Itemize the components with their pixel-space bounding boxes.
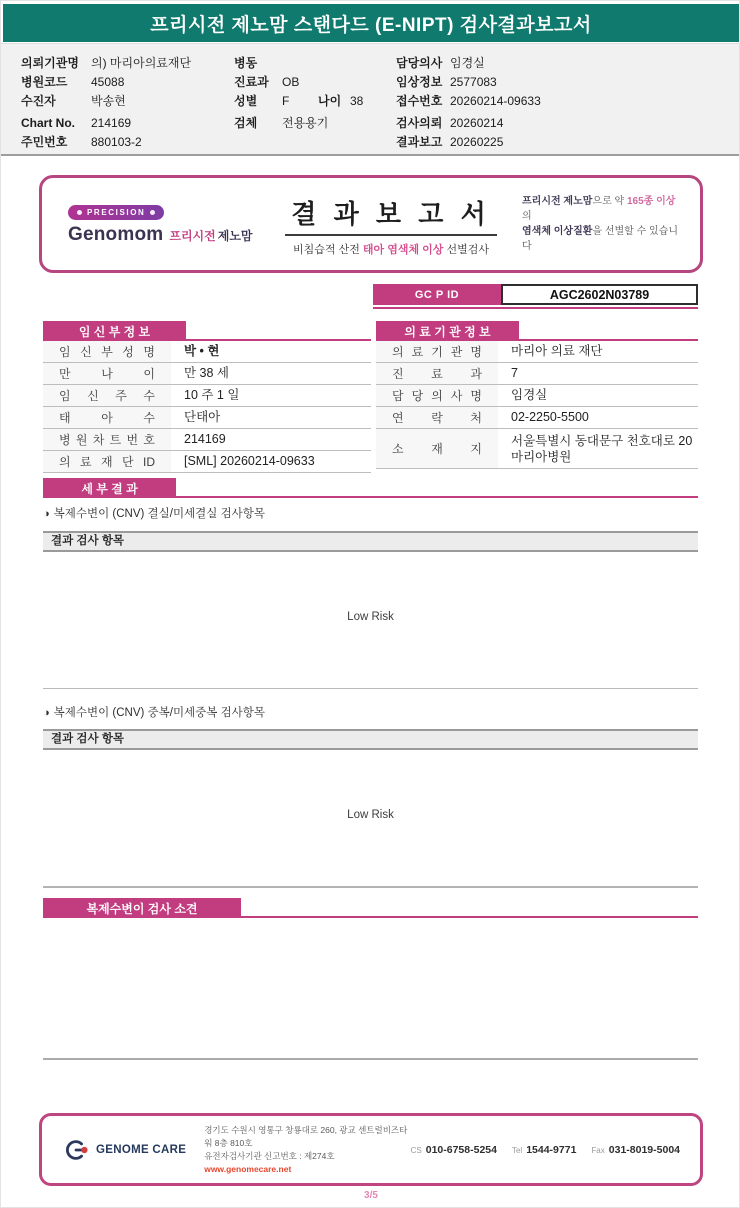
subtitle-post: 선별검사 [443,243,489,256]
brand-name: Genomom [68,224,164,245]
gcpid-label: GC P ID [373,284,501,305]
field-label: 결과보고 [396,135,443,149]
half-circle-bullet-icon: ◑ [43,508,50,520]
table-row [43,407,371,429]
field-value: 20260214 [450,115,504,130]
contact-label: Tel [511,1145,523,1155]
field-row [21,132,236,151]
cnv-deletion-result: Low Risk [347,611,394,623]
field-row [21,53,236,72]
brand-kr-genomom: 제노맘 [217,229,253,243]
table-row [376,385,698,407]
note-brand: 프리시전 제노맘 [522,196,593,207]
patient-header-col3 [396,53,731,151]
field-label: 검사의뢰 [396,116,443,130]
detail-results-header [43,478,698,498]
field-label: 임상정보 [396,75,443,89]
contact-item [591,1144,680,1156]
field-value: 20260225 [450,134,504,149]
mother-info-table [43,321,371,473]
field-label: 성별 [234,94,258,108]
mother-info-title: 임 신 부 정 보 [43,321,186,341]
table-row [43,451,371,473]
table-row [376,407,698,429]
field-row [234,91,394,110]
gcpid-row [373,284,698,305]
row-label: 담 당 의 사 명 [376,385,498,406]
field-value: 38 [350,93,364,108]
mother-info-header [43,321,371,341]
field-label: 진료과 [234,75,269,89]
note-end2: 을 선별할 수 있습니다 [522,226,679,252]
clinic-info-title: 의 료 기 관 정 보 [376,321,519,341]
table-row [376,341,698,363]
row-label: 병 원 차 트 번 호 [43,429,171,450]
footer-license: 유전자검사기관 신고번호 : 제274호 [204,1150,335,1161]
field-value: 박송현 [91,94,126,108]
precision-badge [68,205,164,220]
field-label: 나이 [318,94,342,108]
table-row [376,363,698,385]
note-end1: 의 [522,211,532,222]
patient-header-panel [1,43,740,156]
footer-website-link[interactable]: www.genomecare.net [204,1163,292,1174]
detail-results-title: 세 부 결 과 [43,478,176,498]
subtitle-pre: 비침습적 산전 [293,243,363,256]
row-value: 만 38 세 [184,366,229,380]
subtitle-highlight: 태아 염색체 이상 [362,243,444,256]
table-row [376,429,698,469]
row-label: 의 료 기 관 명 [376,341,498,362]
field-value: 20260214-09633 [450,93,541,108]
section-divider [43,1058,698,1060]
field-row [234,113,394,132]
field-label: 의뢰기관명 [21,56,79,70]
field-label: 검체 [234,116,258,130]
genomom-logo [42,202,260,246]
half-circle-bullet-icon: ◑ [43,707,50,719]
field-value: 2577083 [450,74,497,89]
report-title: 프리시전 제노맘 스탠다드 (E-NIPT) 검사결과보고서 [150,14,592,36]
contact-label: CS [410,1145,422,1155]
field-value: OB [282,74,300,89]
row-value: 단태아 [184,410,221,424]
gcpid-value: AGC2602N03789 [501,284,698,305]
row-label: 만 나 이 [43,363,171,384]
patient-header-col2 [234,53,394,132]
field-row [396,72,731,91]
field-label: 접수번호 [396,94,443,108]
field-row [234,72,394,91]
report-title-block [260,192,522,257]
patient-header-col1 [21,53,236,151]
field-row [21,113,236,132]
field-label: 담당의사 [396,56,443,70]
field-label: 수진자 [21,94,56,108]
row-value: 214169 [184,432,226,446]
section-heading-text: 복제수변이 (CNV) 결실/미세결실 검사항목 [53,508,266,520]
row-value: 임경실 [511,388,548,402]
table-row [43,429,371,451]
genome-care-brand-text: GENOME CARE [96,1143,187,1156]
table-row [43,341,371,363]
field-value: 880103-2 [91,134,142,149]
field-row [396,91,731,110]
field-value: 214169 [91,115,132,130]
row-label: 진 료 과 [376,363,498,384]
field-value: 임경실 [450,56,485,70]
cnv-findings-header [43,898,698,918]
field-row [21,72,236,91]
row-value: [SML] 20260214-09633 [184,454,315,468]
app-title-banner [3,4,739,42]
footer-address: 경기도 수원시 영통구 창룡대로 260, 광교 센트럴비즈타워 8층 810호 [204,1124,408,1148]
row-value: 마리아 의료 재단 [511,344,603,358]
section-divider [43,688,698,689]
note-count: 165종 이상 [626,196,676,207]
row-label: 임 신 주 수 [43,385,171,406]
field-label: 주민번호 [21,135,68,149]
field-value: 의) 마리아의료재단 [91,56,192,70]
field-row [396,53,731,72]
page-number: 3/5 [364,1190,378,1201]
result-column-header: 결과 검사 항목 [43,531,698,552]
row-label: 임 신 부 성 명 [43,341,171,362]
note-disease: 염색체 이상질환 [522,226,593,237]
field-row [21,91,236,110]
contact-value: 010-6758-5254 [425,1143,497,1156]
brand-kr-precision: 프리시전 [169,229,216,243]
title-underline [285,234,497,236]
section-heading-text: 복제수변이 (CNV) 중복/미세중복 검사항목 [53,707,266,719]
genome-care-logo-icon [62,1137,90,1163]
contact-label: Fax [591,1145,605,1155]
footer-address-block [204,1124,410,1176]
section-divider [43,886,698,888]
field-label: Chart No. [21,115,75,130]
contact-value: 031-8019-5004 [608,1143,680,1156]
field-value: 전용용기 [282,116,329,130]
gcpid-underline [373,307,698,309]
field-value: F [282,93,290,108]
footer-contacts [411,1144,680,1156]
row-label: 연 락 처 [376,407,498,428]
row-value: 10 주 1 일 [184,388,240,402]
table-row [43,385,371,407]
table-row [43,363,371,385]
field-row [234,53,394,72]
clinic-info-header [376,321,698,341]
contact-item [512,1144,576,1156]
row-value: 02-2250-5500 [511,410,589,424]
cnv-deletion-heading [43,505,265,521]
field-row [396,132,731,151]
report-subtitle [260,241,522,257]
cnv-duplication-result: Low Risk [347,809,394,821]
brand-line [68,224,260,246]
report-document-title: 결 과 보 고 서 [291,198,491,229]
footer-box [39,1113,703,1186]
row-value: 서울특별시 동대문구 천호대로 20 마리아병원 [511,434,693,464]
precision-badge-label: PRECISION [87,208,146,217]
field-label: 병동 [234,56,258,70]
row-label: 태 아 수 [43,407,171,428]
row-label: 소 재 지 [376,429,498,468]
row-value: 박 • 현 [184,344,220,358]
contact-value: 1544-9771 [526,1143,577,1156]
row-value: 7 [511,366,518,380]
brand-note [522,194,700,254]
genome-care-logo [62,1137,186,1163]
field-value: 45088 [91,74,125,89]
report-brand-header [39,175,703,273]
field-label: 병원코드 [21,75,68,89]
note-mid: 으로 약 [592,196,627,207]
clinic-info-table [376,321,698,469]
field-row [396,113,731,132]
cnv-findings-title: 복제수변이 검사 소견 [43,898,241,918]
row-label: 의 료 재 단 ID [43,451,171,472]
result-column-header: 결과 검사 항목 [43,729,698,750]
contact-item [411,1144,497,1156]
cnv-duplication-heading [43,704,265,720]
